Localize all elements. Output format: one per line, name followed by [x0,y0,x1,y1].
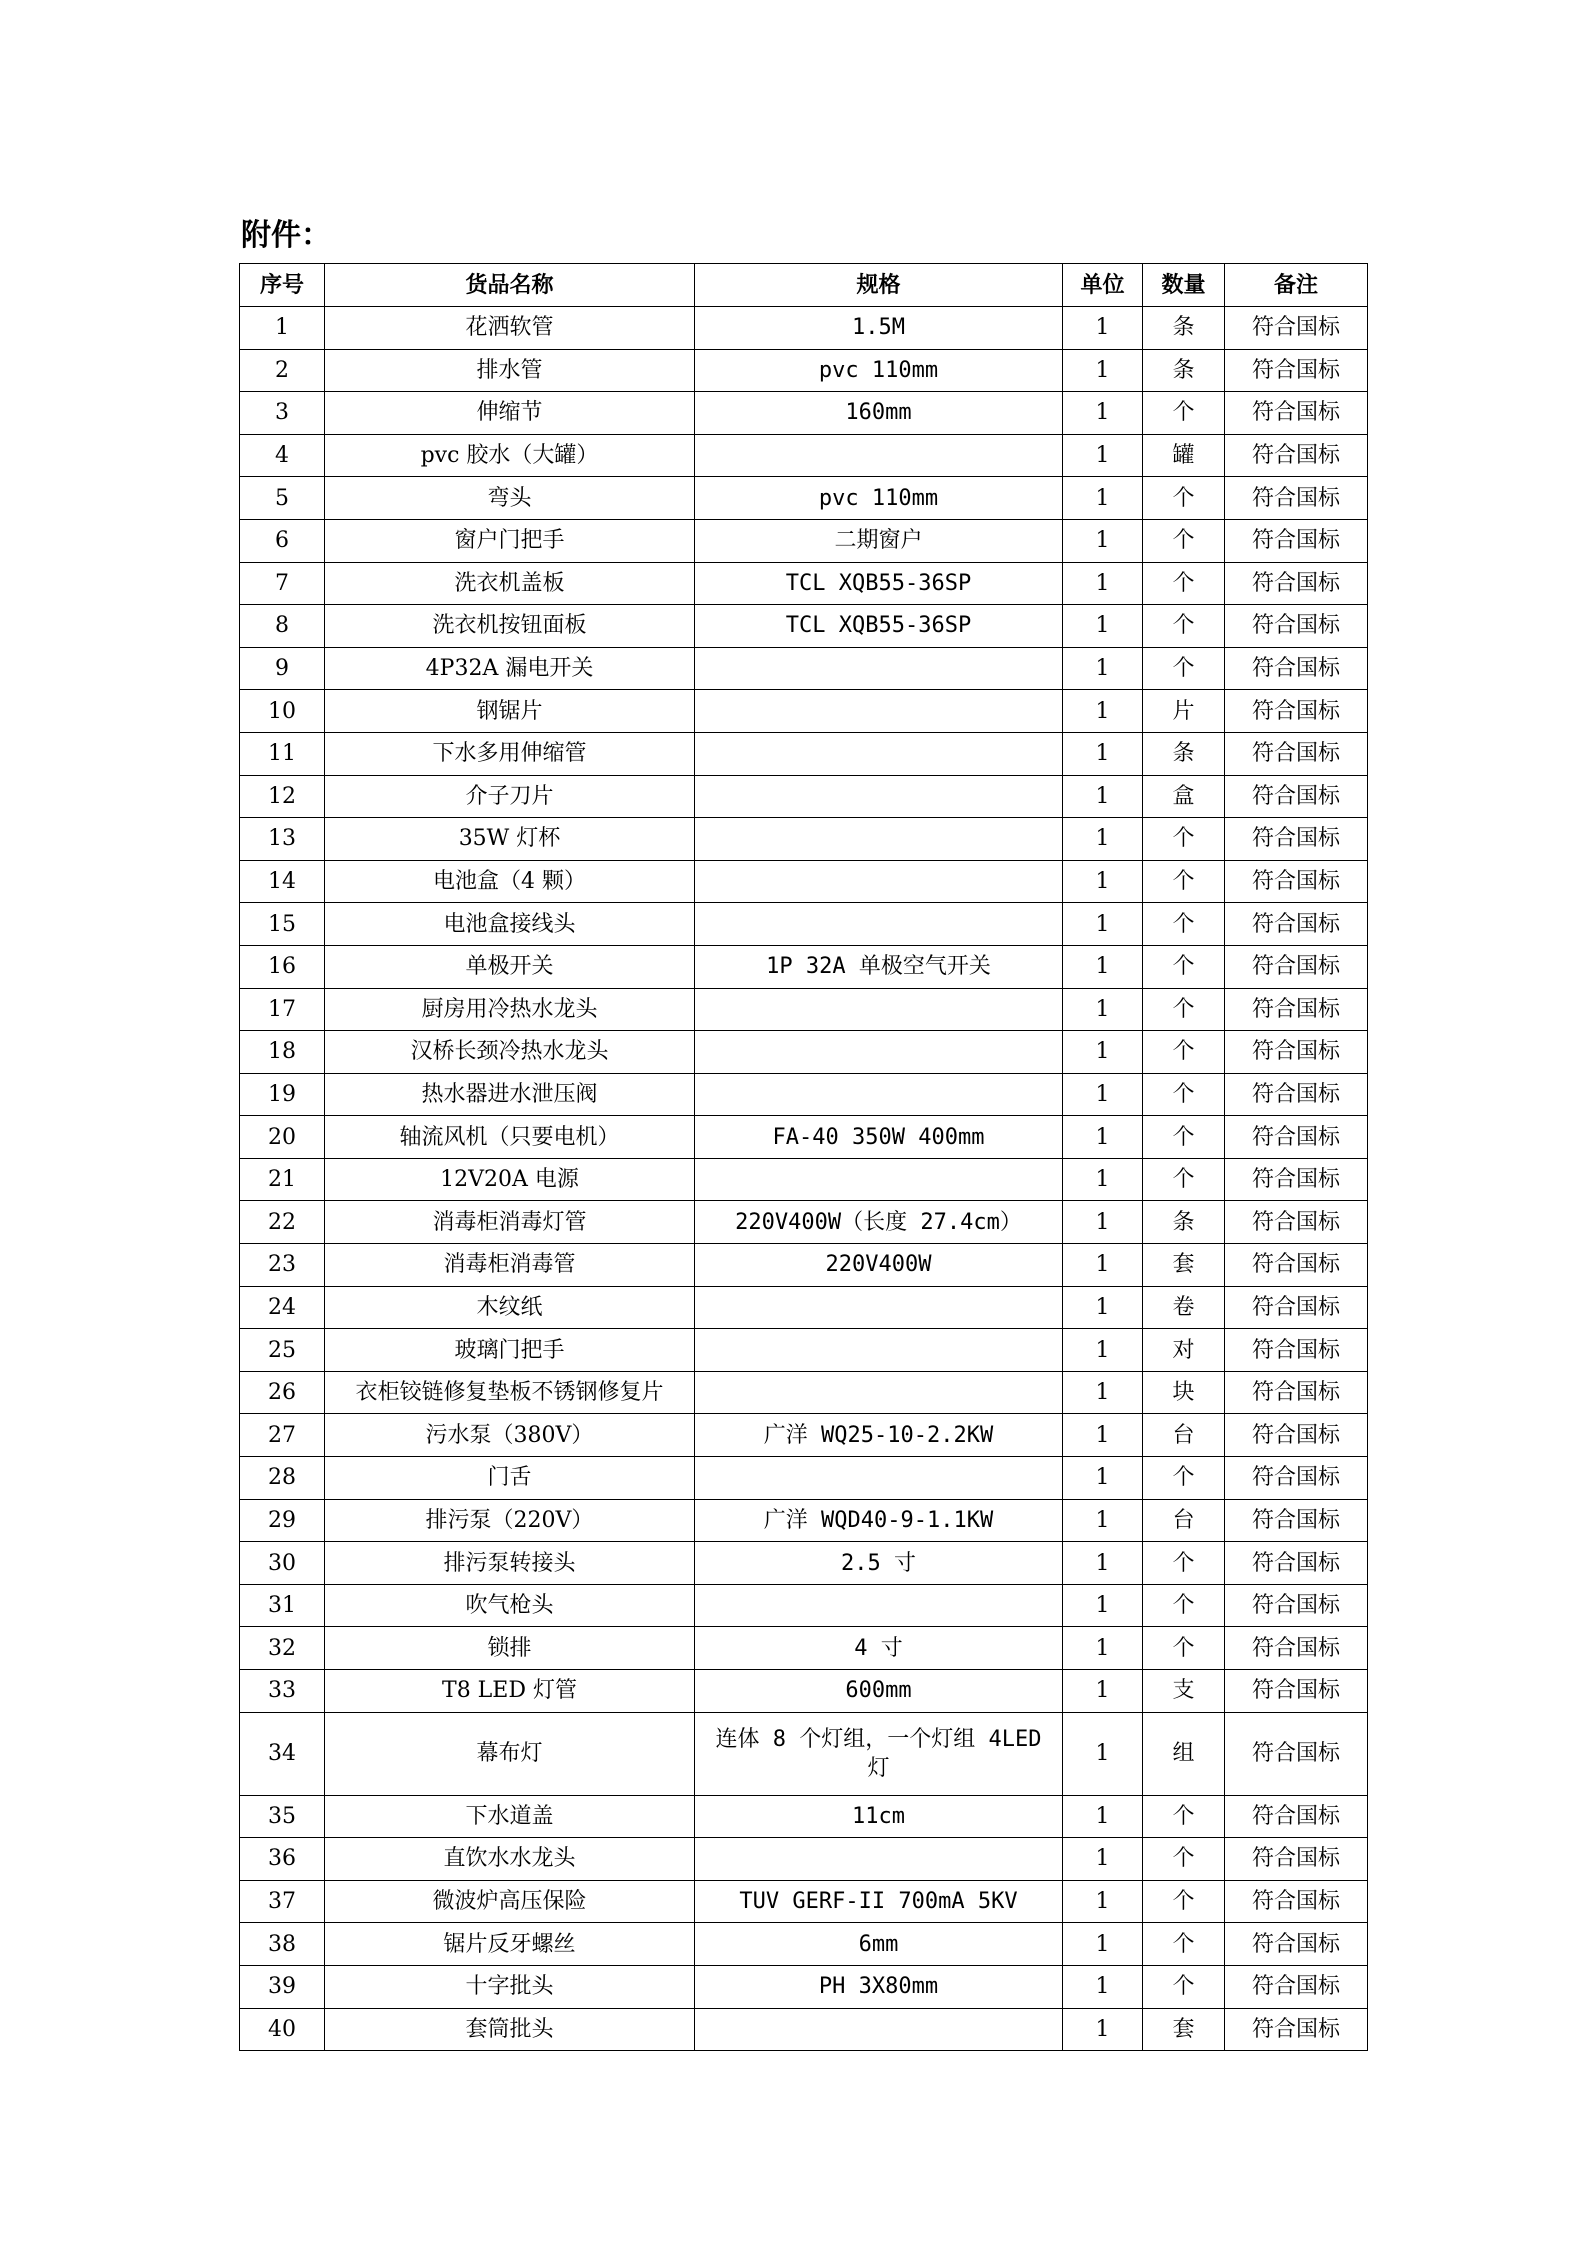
cell-remark: 符合国标 [1225,732,1368,775]
table-row [240,690,1368,733]
cell-no: 1 [240,307,325,350]
cell-no: 24 [240,1286,325,1329]
table-row [240,1116,1368,1159]
cell-qty: 个 [1143,1031,1225,1074]
cell-unit: 1 [1063,860,1143,903]
cell-name: 木纹纸 [325,1286,695,1329]
cell-unit: 1 [1063,2008,1143,2051]
table-row [240,1627,1368,1670]
cell-spec: TUV GERF-II 700mA 5KV [695,1880,1063,1923]
cell-remark: 符合国标 [1225,1031,1368,1074]
cell-remark: 符合国标 [1225,1923,1368,1966]
cell-name: 电池盒（4 颗） [325,860,695,903]
cell-spec: 广洋 WQ25-10-2.2KW [695,1414,1063,1457]
cell-unit: 1 [1063,647,1143,690]
cell-spec: FA-40 350W 400mm [695,1116,1063,1159]
cell-spec: pvc 110mm [695,477,1063,520]
table-row [240,1880,1368,1923]
cell-unit: 1 [1063,1244,1143,1287]
cell-qty: 卷 [1143,1286,1225,1329]
cell-unit: 1 [1063,1965,1143,2008]
cell-qty: 台 [1143,1499,1225,1542]
header-qty: 数量 [1143,264,1225,307]
cell-unit: 1 [1063,307,1143,350]
cell-name: 十字批头 [325,1965,695,2008]
cell-spec [695,1457,1063,1500]
table-row [240,1838,1368,1881]
cell-name: pvc 胶水（大罐） [325,434,695,477]
cell-remark: 符合国标 [1225,1073,1368,1116]
table-row [240,1286,1368,1329]
cell-no: 11 [240,732,325,775]
cell-no: 12 [240,775,325,818]
cell-spec [695,988,1063,1031]
table-row [240,392,1368,435]
table-body [240,307,1368,2051]
header-spec: 规格 [695,264,1063,307]
cell-name: 衣柜铰链修复垫板不锈钢修复片 [325,1371,695,1414]
cell-remark: 符合国标 [1225,1329,1368,1372]
cell-remark: 符合国标 [1225,690,1368,733]
table-row [240,1031,1368,1074]
cell-unit: 1 [1063,1329,1143,1372]
cell-qty: 个 [1143,647,1225,690]
table-row [240,818,1368,861]
cell-unit: 1 [1063,732,1143,775]
cell-no: 35 [240,1795,325,1838]
cell-name: 锯片反牙螺丝 [325,1923,695,1966]
cell-unit: 1 [1063,1116,1143,1159]
cell-unit: 1 [1063,477,1143,520]
cell-unit: 1 [1063,349,1143,392]
cell-no: 27 [240,1414,325,1457]
cell-unit: 1 [1063,903,1143,946]
cell-qty: 条 [1143,732,1225,775]
cell-no: 15 [240,903,325,946]
cell-name: 排污泵转接头 [325,1542,695,1585]
cell-name: 消毒柜消毒管 [325,1244,695,1287]
cell-spec: 连体 8 个灯组，一个灯组 4LED 灯 [695,1712,1063,1795]
cell-remark: 符合国标 [1225,1965,1368,2008]
cell-name: 洗衣机按钮面板 [325,605,695,648]
cell-remark: 符合国标 [1225,1627,1368,1670]
cell-unit: 1 [1063,775,1143,818]
cell-name: 消毒柜消毒灯管 [325,1201,695,1244]
cell-remark: 符合国标 [1225,1244,1368,1287]
cell-qty: 个 [1143,1116,1225,1159]
cell-spec [695,1158,1063,1201]
cell-no: 38 [240,1923,325,1966]
table-row [240,945,1368,988]
cell-remark: 符合国标 [1225,647,1368,690]
table-row [240,1923,1368,1966]
cell-spec [695,690,1063,733]
table-row [240,2008,1368,2051]
cell-spec: TCL XQB55-36SP [695,562,1063,605]
cell-name: 套筒批头 [325,2008,695,2051]
cell-no: 9 [240,647,325,690]
cell-remark: 符合国标 [1225,2008,1368,2051]
cell-remark: 符合国标 [1225,945,1368,988]
cell-unit: 1 [1063,1923,1143,1966]
cell-qty: 条 [1143,307,1225,350]
cell-name: 洗衣机盖板 [325,562,695,605]
cell-spec: 160mm [695,392,1063,435]
cell-qty: 对 [1143,1329,1225,1372]
cell-qty: 块 [1143,1371,1225,1414]
table-row [240,647,1368,690]
cell-no: 40 [240,2008,325,2051]
cell-spec: 220V400W（长度 27.4cm） [695,1201,1063,1244]
table-row [240,1371,1368,1414]
cell-qty: 台 [1143,1414,1225,1457]
table-row [240,307,1368,350]
cell-qty: 套 [1143,1244,1225,1287]
cell-name: 轴流风机（只要电机） [325,1116,695,1159]
cell-unit: 1 [1063,1627,1143,1670]
cell-no: 19 [240,1073,325,1116]
cell-no: 8 [240,605,325,648]
cell-no: 21 [240,1158,325,1201]
cell-spec [695,434,1063,477]
cell-qty: 条 [1143,349,1225,392]
table-row [240,1795,1368,1838]
cell-no: 10 [240,690,325,733]
attachment-title: 附件： [241,218,331,253]
cell-name: 花洒软管 [325,307,695,350]
cell-qty: 个 [1143,988,1225,1031]
cell-qty: 个 [1143,1158,1225,1201]
cell-qty: 套 [1143,2008,1225,2051]
cell-remark: 符合国标 [1225,775,1368,818]
cell-spec: 600mm [695,1670,1063,1713]
cell-name: 吹气枪头 [325,1584,695,1627]
cell-name: 35W 灯杯 [325,818,695,861]
cell-remark: 符合国标 [1225,818,1368,861]
cell-remark: 符合国标 [1225,860,1368,903]
header-name: 货品名称 [325,264,695,307]
cell-qty: 个 [1143,903,1225,946]
cell-spec [695,2008,1063,2051]
cell-spec [695,647,1063,690]
cell-remark: 符合国标 [1225,1795,1368,1838]
cell-unit: 1 [1063,1031,1143,1074]
cell-qty: 盒 [1143,775,1225,818]
cell-remark: 符合国标 [1225,349,1368,392]
table-row [240,1499,1368,1542]
cell-unit: 1 [1063,818,1143,861]
table-row [240,988,1368,1031]
cell-qty: 个 [1143,1627,1225,1670]
cell-qty: 个 [1143,1073,1225,1116]
cell-remark: 符合国标 [1225,1286,1368,1329]
cell-unit: 1 [1063,1584,1143,1627]
cell-spec [695,1031,1063,1074]
cell-unit: 1 [1063,945,1143,988]
cell-remark: 符合国标 [1225,392,1368,435]
cell-remark: 符合国标 [1225,307,1368,350]
cell-remark: 符合国标 [1225,1158,1368,1201]
cell-spec: 1P 32A 单极空气开关 [695,945,1063,988]
cell-no: 14 [240,860,325,903]
cell-name: T8 LED 灯管 [325,1670,695,1713]
cell-no: 29 [240,1499,325,1542]
cell-unit: 1 [1063,1712,1143,1795]
cell-spec [695,860,1063,903]
cell-spec [695,732,1063,775]
table-row [240,1965,1368,2008]
table-row [240,562,1368,605]
cell-unit: 1 [1063,605,1143,648]
cell-name: 电池盒接线头 [325,903,695,946]
cell-unit: 1 [1063,1371,1143,1414]
cell-spec: 4 寸 [695,1627,1063,1670]
table-row [240,1457,1368,1500]
header-remark: 备注 [1225,264,1368,307]
cell-remark: 符合国标 [1225,1499,1368,1542]
table-row [240,775,1368,818]
table-row [240,732,1368,775]
cell-name: 弯头 [325,477,695,520]
cell-no: 34 [240,1712,325,1795]
cell-name: 微波炉高压保险 [325,1880,695,1923]
cell-name: 单极开关 [325,945,695,988]
cell-spec: 广洋 WQD40-9-1.1KW [695,1499,1063,1542]
cell-name: 排水管 [325,349,695,392]
cell-unit: 1 [1063,1073,1143,1116]
cell-spec: 1.5M [695,307,1063,350]
cell-qty: 片 [1143,690,1225,733]
cell-qty: 个 [1143,1838,1225,1881]
cell-no: 36 [240,1838,325,1881]
cell-unit: 1 [1063,1286,1143,1329]
cell-no: 28 [240,1457,325,1500]
cell-unit: 1 [1063,519,1143,562]
cell-name: 伸缩节 [325,392,695,435]
cell-name: 4P32A 漏电开关 [325,647,695,690]
cell-qty: 个 [1143,392,1225,435]
cell-remark: 符合国标 [1225,562,1368,605]
cell-no: 4 [240,434,325,477]
cell-unit: 1 [1063,1838,1143,1881]
cell-qty: 个 [1143,945,1225,988]
cell-qty: 罐 [1143,434,1225,477]
cell-no: 22 [240,1201,325,1244]
cell-unit: 1 [1063,1201,1143,1244]
cell-no: 26 [240,1371,325,1414]
cell-qty: 个 [1143,1542,1225,1585]
table-row [240,477,1368,520]
table-row [240,1670,1368,1713]
cell-unit: 1 [1063,1670,1143,1713]
cell-spec: 2.5 寸 [695,1542,1063,1585]
cell-spec: pvc 110mm [695,349,1063,392]
cell-remark: 符合国标 [1225,1371,1368,1414]
cell-qty: 个 [1143,562,1225,605]
cell-no: 6 [240,519,325,562]
cell-qty: 个 [1143,605,1225,648]
cell-unit: 1 [1063,434,1143,477]
cell-no: 17 [240,988,325,1031]
cell-no: 7 [240,562,325,605]
cell-remark: 符合国标 [1225,1880,1368,1923]
cell-remark: 符合国标 [1225,1201,1368,1244]
cell-qty: 个 [1143,477,1225,520]
cell-no: 33 [240,1670,325,1713]
table-row [240,1414,1368,1457]
cell-name: 下水多用伸缩管 [325,732,695,775]
cell-name: 厨房用冷热水龙头 [325,988,695,1031]
cell-no: 23 [240,1244,325,1287]
cell-qty: 条 [1143,1201,1225,1244]
cell-name: 排污泵（220V） [325,1499,695,1542]
cell-no: 2 [240,349,325,392]
cell-remark: 符合国标 [1225,1414,1368,1457]
cell-no: 3 [240,392,325,435]
table-row [240,349,1368,392]
cell-no: 31 [240,1584,325,1627]
cell-qty: 支 [1143,1670,1225,1713]
header-no: 序号 [240,264,325,307]
cell-qty: 个 [1143,1584,1225,1627]
cell-remark: 符合国标 [1225,519,1368,562]
cell-spec [695,1329,1063,1372]
cell-spec: TCL XQB55-36SP [695,605,1063,648]
cell-qty: 个 [1143,1795,1225,1838]
table-row [240,1244,1368,1287]
table-row [240,903,1368,946]
cell-remark: 符合国标 [1225,1670,1368,1713]
cell-remark: 符合国标 [1225,1116,1368,1159]
cell-remark: 符合国标 [1225,903,1368,946]
cell-no: 32 [240,1627,325,1670]
table-row [240,1158,1368,1201]
table-row [240,434,1368,477]
table-row [240,1201,1368,1244]
cell-remark: 符合国标 [1225,988,1368,1031]
cell-name: 锁排 [325,1627,695,1670]
cell-name: 汉桥长颈冷热水龙头 [325,1031,695,1074]
table-header-row [240,264,1368,307]
cell-qty: 个 [1143,1457,1225,1500]
cell-qty: 个 [1143,1880,1225,1923]
cell-spec: 11cm [695,1795,1063,1838]
cell-name: 12V20A 电源 [325,1158,695,1201]
cell-no: 18 [240,1031,325,1074]
cell-qty: 个 [1143,1965,1225,2008]
cell-no: 16 [240,945,325,988]
cell-name: 热水器进水泄压阀 [325,1073,695,1116]
cell-remark: 符合国标 [1225,477,1368,520]
cell-remark: 符合国标 [1225,1542,1368,1585]
cell-name: 门舌 [325,1457,695,1500]
cell-remark: 符合国标 [1225,434,1368,477]
table-row [240,1542,1368,1585]
cell-no: 20 [240,1116,325,1159]
cell-spec [695,1286,1063,1329]
cell-no: 5 [240,477,325,520]
cell-unit: 1 [1063,1499,1143,1542]
cell-unit: 1 [1063,988,1143,1031]
cell-unit: 1 [1063,1795,1143,1838]
cell-name: 幕布灯 [325,1712,695,1795]
cell-no: 25 [240,1329,325,1372]
table-row [240,1329,1368,1372]
table-row [240,1712,1368,1795]
cell-unit: 1 [1063,1542,1143,1585]
table-row [240,1073,1368,1116]
cell-no: 13 [240,818,325,861]
cell-remark: 符合国标 [1225,1712,1368,1795]
cell-spec [695,818,1063,861]
cell-unit: 1 [1063,1414,1143,1457]
cell-spec [695,775,1063,818]
cell-remark: 符合国标 [1225,1584,1368,1627]
cell-spec [695,903,1063,946]
cell-spec: PH 3X80mm [695,1965,1063,2008]
cell-remark: 符合国标 [1225,1457,1368,1500]
cell-name: 窗户门把手 [325,519,695,562]
cell-spec [695,1073,1063,1116]
cell-name: 下水道盖 [325,1795,695,1838]
parts-table [239,263,1368,2051]
table-row [240,605,1368,648]
cell-qty: 个 [1143,860,1225,903]
cell-qty: 个 [1143,1923,1225,1966]
cell-unit: 1 [1063,562,1143,605]
cell-no: 37 [240,1880,325,1923]
cell-qty: 个 [1143,519,1225,562]
cell-spec [695,1838,1063,1881]
cell-name: 钢锯片 [325,690,695,733]
cell-spec: 二期窗户 [695,519,1063,562]
cell-unit: 1 [1063,392,1143,435]
cell-spec [695,1584,1063,1627]
cell-spec: 220V400W [695,1244,1063,1287]
cell-name: 直饮水水龙头 [325,1838,695,1881]
cell-spec: 6mm [695,1923,1063,1966]
cell-no: 39 [240,1965,325,2008]
table-row [240,519,1368,562]
cell-name: 污水泵（380V） [325,1414,695,1457]
table-row [240,1584,1368,1627]
cell-name: 介子刀片 [325,775,695,818]
cell-no: 30 [240,1542,325,1585]
cell-unit: 1 [1063,690,1143,733]
header-unit: 单位 [1063,264,1143,307]
cell-spec [695,1371,1063,1414]
cell-remark: 符合国标 [1225,605,1368,648]
cell-unit: 1 [1063,1158,1143,1201]
cell-unit: 1 [1063,1457,1143,1500]
cell-qty: 组 [1143,1712,1225,1795]
cell-unit: 1 [1063,1880,1143,1923]
cell-remark: 符合国标 [1225,1838,1368,1881]
table-row [240,860,1368,903]
cell-name: 玻璃门把手 [325,1329,695,1372]
cell-qty: 个 [1143,818,1225,861]
